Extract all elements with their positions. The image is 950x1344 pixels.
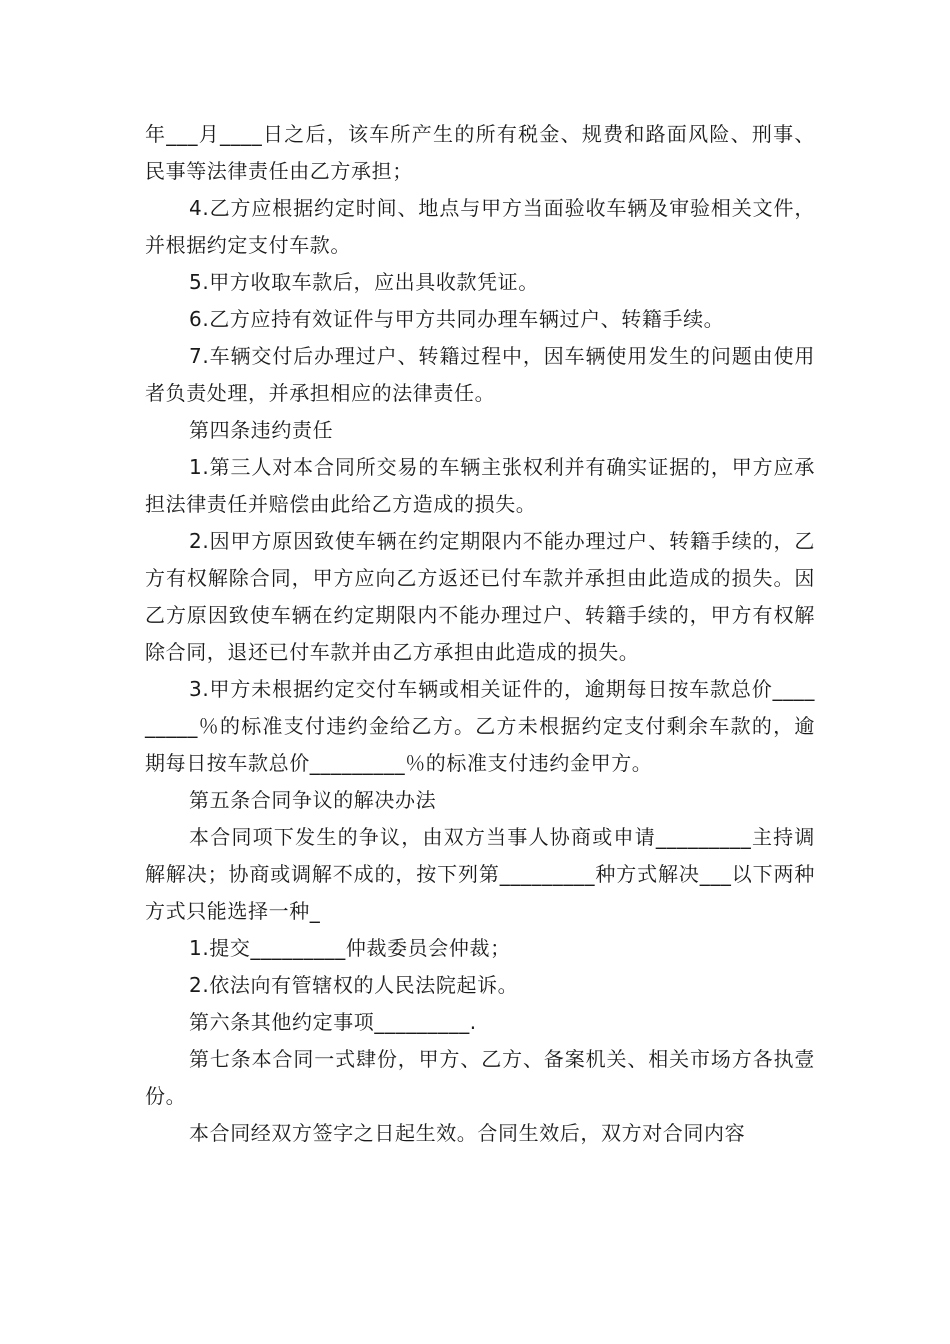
paragraph-4: 6.乙方应持有效证件与甲方共同办理车辆过户、转籍手续。 bbox=[189, 307, 725, 331]
section-heading-6: 第六条其他约定事项_________. bbox=[189, 1010, 477, 1034]
paragraph-9: 3.甲方未根据约定交付车辆或相关证件的，逾期每日按车款总价_________％的标准支付违约金给乙方。乙方未根据约定支付剩余车款的，逾期每日按车款总价_________％的标准支付违约金甲方。 bbox=[145, 677, 815, 775]
document-body bbox=[145, 116, 815, 1152]
section-heading-4: 第四条违约责任 bbox=[189, 418, 334, 442]
paragraph-12: 1.提交_________仲裁委员会仲裁； bbox=[189, 936, 511, 960]
paragraph-3: 5.甲方收取车款后，应出具收款凭证。 bbox=[189, 270, 539, 294]
paragraph-16: 本合同经双方签字之日起生效。合同生效后，双方对合同内容 bbox=[189, 1121, 746, 1145]
paragraph-11: 本合同项下发生的争议，由双方当事人协商或申请_________主持调解解决；协商或调解不成的，按下列第_________种方式解决___以下两种方式只能选择一种_ bbox=[145, 825, 815, 923]
paragraph-13: 2.依法向有管辖权的人民法院起诉。 bbox=[189, 973, 519, 997]
section-heading-5: 第五条合同争议的解决办法 bbox=[189, 788, 437, 812]
paragraph-1: 年___月____日之后，该车所产生的所有税金、规费和路面风险、刑事、民事等法律责任由乙方承担； bbox=[145, 122, 815, 183]
section-heading-7: 第七条本合同一式肆份，甲方、乙方、备案机关、相关市场方各执壹份。 bbox=[145, 1047, 815, 1108]
paragraph-7: 1.第三人对本合同所交易的车辆主张权利并有确实证据的，甲方应承担法律责任并赔偿由此给乙方造成的损失。 bbox=[145, 455, 815, 516]
paragraph-2: 4.乙方应根据约定时间、地点与甲方当面验收车辆及审验相关文件，并根据约定支付车款。 bbox=[145, 196, 815, 257]
paragraph-5: 7.车辆交付后办理过户、转籍过程中，因车辆使用发生的问题由使用者负责处理，并承担相应的法律责任。 bbox=[145, 344, 815, 405]
paragraph-8: 2.因甲方原因致使车辆在约定期限内不能办理过户、转籍手续的，乙方有权解除合同，甲方应向乙方返还已付车款并承担由此造成的损失。因乙方原因致使车辆在约定期限内不能办理过户、转籍手续的，甲方有权解除合同，退还已付车款并由乙方承担由此造成的损失。 bbox=[145, 529, 815, 664]
